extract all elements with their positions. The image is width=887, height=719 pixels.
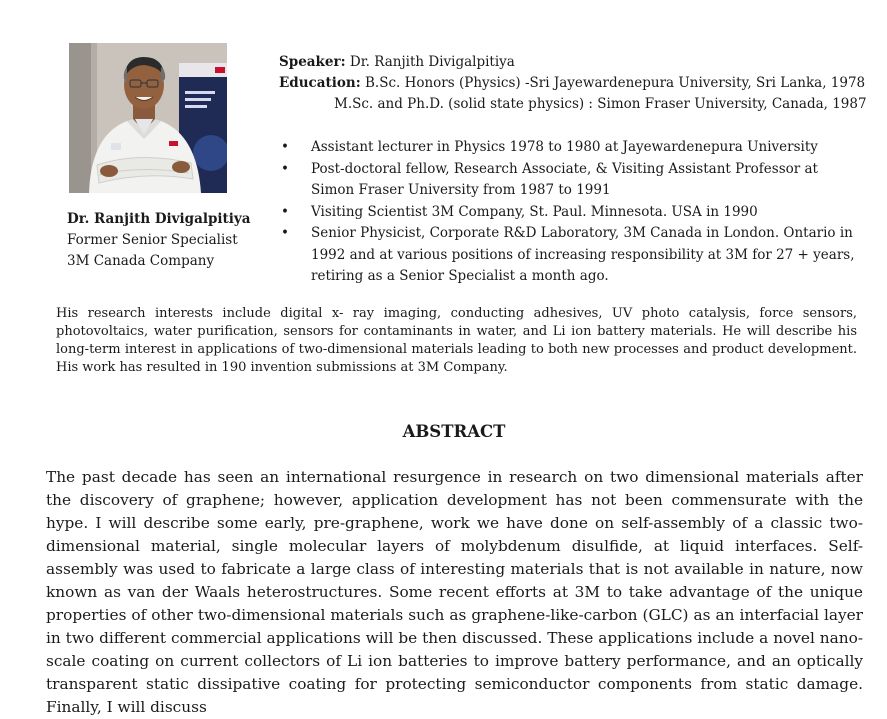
speaker-photo <box>69 43 227 193</box>
caption-title: Former Senior Specialist <box>67 232 238 248</box>
speaker-portrait-illustration <box>69 43 227 193</box>
education-row <box>279 73 864 94</box>
career-list <box>279 137 864 288</box>
abstract-text: The past decade has seen an international resurgence in research on two dimensional materials after the discovery of graphene; however, application development has not been commensurate with the hype. I will describe some early, pre-graphene, work we have done on self-assembly of a classic two-dimensional material, single molecular layers of molybdenum disulfide, at liquid interfaces. Self-assembly was used to fabricate a large class of interesting materials that is not available in nature, now known as van der Waals heterostructures. Some recent efforts at 3M to take advantage of the unique properties of other two-dimensional materials such as graphene-like-carbon (GLC) as an interfacial layer in two different commercial applications will be then discussed. These applications include a novel nano-scale coating on current collectors of Li ion batteries to improve battery performance, and an optically transparent static dissipative coating for protecting semiconductor components from static damage. Finally, I will discuss <box>46 468 863 716</box>
research-paragraph: His research interests include digital x- ray imaging, conducting adhesives, UV photo catalysis, force sensors, photovoltaics, water purification, sensors for contaminants in water, and Li ion battery materials. He will describe his long-term interest in applications of two-dimensional materials leading to both new processes and product development. His work has resulted in 190 invention submissions at 3M Company. <box>56 306 857 375</box>
caption-company: 3M Canada Company <box>67 253 215 269</box>
speaker-label: Speaker: <box>279 54 346 70</box>
education-line-2: M.Sc. and Ph.D. (solid state physics) : Simon Fraser University, Canada, 1987 <box>334 96 867 112</box>
career-item: • Senior Physicist, Corporate R&D Laboratory, 3M Canada in London. Ontario in 1992 and at various positions of increasing responsibility at 3M for 27 + years, retiring as a Senior Specialist a month ago. <box>279 223 864 288</box>
education-line-1: B.Sc. Honors (Physics) -Sri Jayewardenepura University, Sri Lanka, 1978 <box>364 75 866 91</box>
photo-caption <box>67 209 250 272</box>
speaker-row <box>279 52 864 73</box>
speaker-name: Dr. Ranjith Divigalpitiya <box>349 54 515 70</box>
abstract-heading: ABSTRACT <box>402 422 506 441</box>
education-row-2 <box>279 94 867 115</box>
caption-name: Dr. Ranjith Divigalpitiya <box>67 211 251 227</box>
education-label: Education: <box>279 75 361 91</box>
career-item: • Assistant lecturer in Physics 1978 to 1980 at Jayewardenepura University <box>279 137 864 159</box>
speaker-info <box>279 52 867 115</box>
career-item: • Post-doctoral fellow, Research Associate, & Visiting Assistant Professor at Simon Fraser University from 1987 to 1991 <box>279 159 864 202</box>
career-item: • Visiting Scientist 3M Company, St. Paul. Minnesota. USA in 1990 <box>279 202 864 224</box>
